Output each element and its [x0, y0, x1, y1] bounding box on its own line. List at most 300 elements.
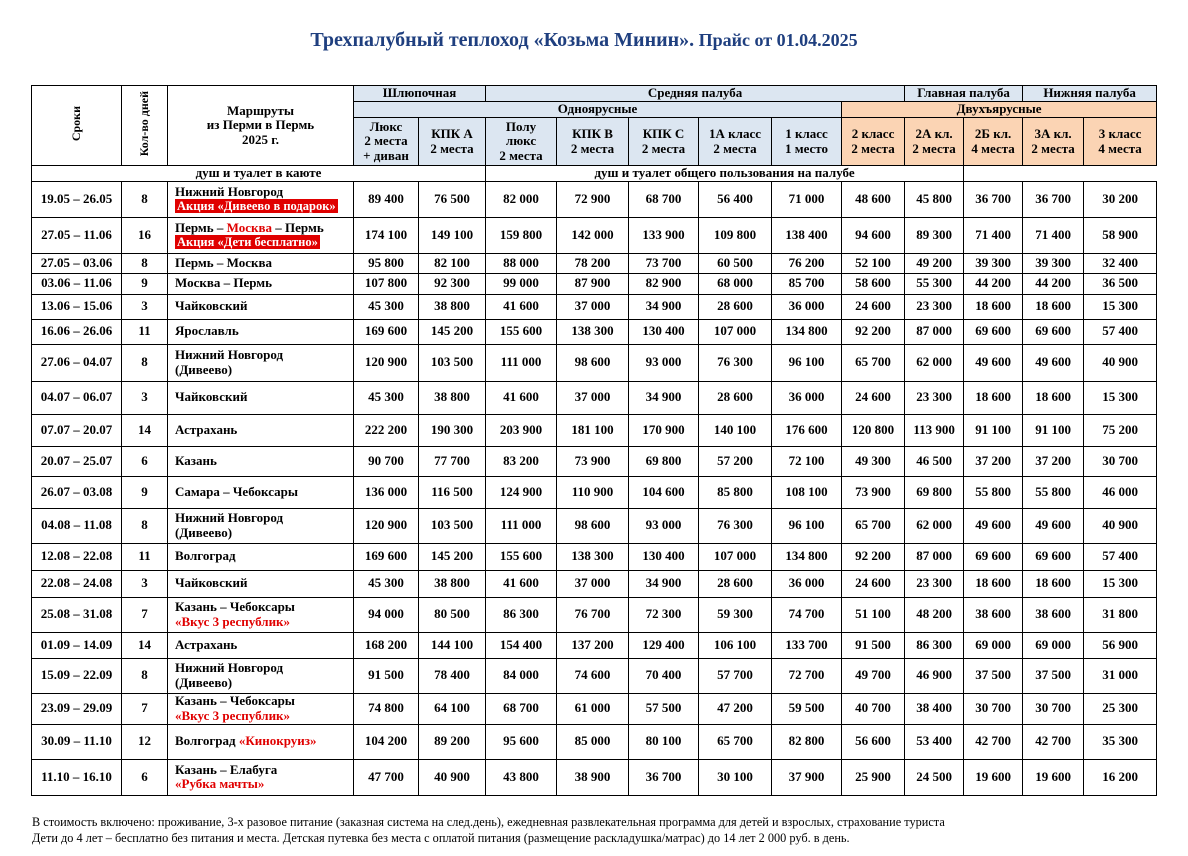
price-cell: 155 600 — [486, 319, 557, 344]
table-row — [32, 632, 1157, 658]
price-cell: 18 600 — [1023, 570, 1084, 597]
route-part: Астрахань — [175, 421, 238, 437]
price-cell: 49 600 — [1023, 508, 1084, 543]
note-line-1: В стоимость включено: проживание, 3-х разовое питание (заказная система на след.день), ежедневная развлекательная программа для детей и взрослых, страхование туриста — [32, 815, 945, 829]
price-table — [31, 85, 1157, 796]
cabin-header-line: 1 класс — [785, 125, 828, 141]
price-cell: 80 100 — [629, 724, 699, 759]
price-cell: 138 400 — [772, 217, 842, 253]
price-cell: 36 000 — [772, 294, 842, 319]
price-cell: 133 700 — [772, 632, 842, 658]
price-cell: 91 100 — [964, 414, 1023, 446]
price-cell: 71 000 — [772, 181, 842, 217]
price-cell: 92 200 — [842, 543, 905, 570]
cabin-header-line: 1А класс — [709, 125, 761, 141]
price-cell: 46 900 — [905, 658, 964, 693]
price-cell: 52 100 — [842, 253, 905, 273]
price-cell: 49 200 — [905, 253, 964, 273]
route-part: (Дивеево) — [175, 674, 233, 690]
cabin-header-line: 4 места — [1098, 140, 1142, 156]
price-cell: 170 900 — [629, 414, 699, 446]
cabin-header-line: КПК В — [572, 125, 613, 141]
row-days: 8 — [122, 344, 168, 381]
price-cell: 82 100 — [419, 253, 486, 273]
price-cell: 31 800 — [1084, 597, 1157, 632]
row-route — [168, 253, 354, 273]
price-cell: 124 900 — [486, 476, 557, 508]
price-cell: 37 000 — [557, 570, 629, 597]
header-days — [122, 86, 168, 166]
table-row — [32, 217, 1157, 253]
price-cell: 82 800 — [772, 724, 842, 759]
price-cell: 49 600 — [964, 508, 1023, 543]
price-cell: 72 900 — [557, 181, 629, 217]
price-cell: 47 700 — [354, 759, 419, 795]
price-cell: 18 600 — [1023, 294, 1084, 319]
route-part: – Пермь — [272, 219, 324, 235]
price-cell: 25 300 — [1084, 693, 1157, 724]
row-days: 8 — [122, 253, 168, 273]
note-line-2: Дети до 4 лет – бесплатно без питания и места. Детская путевка без места с оплатой питания (размещение раскладушка/матрас) до 14 лет 2 000 руб. в день. — [32, 831, 850, 845]
row-dates: 27.05 – 03.06 — [32, 253, 122, 273]
row-dates: 23.09 – 29.09 — [32, 693, 122, 724]
route-part: Нижний Новгород — [175, 347, 284, 362]
shower-cabin-label: душ и туалет в каюте — [32, 166, 486, 182]
price-cell: 68 000 — [699, 273, 772, 294]
price-cell: 77 700 — [419, 446, 486, 476]
table-row — [32, 476, 1157, 508]
price-cell: 134 800 — [772, 319, 842, 344]
cabin-header-5 — [699, 118, 772, 166]
price-cell: 68 700 — [629, 181, 699, 217]
table-row — [32, 414, 1157, 446]
title-date: Прайс от 01.04.2025 — [694, 30, 858, 50]
row-route — [168, 724, 354, 759]
price-cell: 106 100 — [699, 632, 772, 658]
price-cell: 23 300 — [905, 381, 964, 414]
header-route — [168, 86, 354, 166]
cabin-header-line: 2 места — [713, 140, 757, 156]
price-cell: 154 400 — [486, 632, 557, 658]
table-row — [32, 344, 1157, 381]
price-cell: 57 200 — [699, 446, 772, 476]
cabin-header-line: 2 места — [1031, 140, 1075, 156]
price-cell: 59 500 — [772, 693, 842, 724]
price-cell: 85 800 — [699, 476, 772, 508]
price-cell: 65 700 — [842, 344, 905, 381]
row-days: 14 — [122, 632, 168, 658]
price-cell: 37 000 — [557, 381, 629, 414]
price-cell: 108 100 — [772, 476, 842, 508]
price-cell: 38 800 — [419, 570, 486, 597]
price-cell: 55 800 — [1023, 476, 1084, 508]
row-days: 6 — [122, 759, 168, 795]
table-row — [32, 724, 1157, 759]
header-dates-label: Сроки — [68, 106, 83, 142]
price-cell: 145 200 — [419, 543, 486, 570]
price-cell: 40 900 — [1084, 508, 1157, 543]
row-dates: 26.07 – 03.08 — [32, 476, 122, 508]
price-cell: 99 000 — [486, 273, 557, 294]
row-dates: 25.08 – 31.08 — [32, 597, 122, 632]
row-route — [168, 632, 354, 658]
price-cell: 30 200 — [1084, 181, 1157, 217]
row-days: 6 — [122, 446, 168, 476]
price-cell: 82 900 — [629, 273, 699, 294]
price-cell: 42 700 — [1023, 724, 1084, 759]
price-cell: 16 200 — [1084, 759, 1157, 795]
row-days: 12 — [122, 724, 168, 759]
cabin-header-3 — [557, 118, 629, 166]
route-part: Волгоград — [175, 733, 239, 749]
row-days: 7 — [122, 693, 168, 724]
cabin-header-line: 1 место — [785, 140, 829, 156]
price-cell: 40 900 — [419, 759, 486, 795]
row-route — [168, 658, 354, 693]
route-part: Самара – Чебоксары — [175, 483, 298, 499]
price-cell: 37 500 — [964, 658, 1023, 693]
price-cell: 41 600 — [486, 294, 557, 319]
cabin-header-line: 2 места — [430, 140, 474, 156]
price-cell: 28 600 — [699, 381, 772, 414]
row-route — [168, 508, 354, 543]
price-cell: 34 900 — [629, 570, 699, 597]
route-part: Казань – Чебоксары — [175, 693, 295, 708]
row-dates: 03.06 – 11.06 — [32, 273, 122, 294]
price-cell: 47 200 — [699, 693, 772, 724]
header-dates — [32, 86, 122, 166]
price-cell: 86 300 — [905, 632, 964, 658]
price-cell: 174 100 — [354, 217, 419, 253]
price-cell: 28 600 — [699, 294, 772, 319]
price-cell: 38 800 — [419, 381, 486, 414]
price-cell: 129 400 — [629, 632, 699, 658]
price-cell: 93 000 — [629, 508, 699, 543]
row-days: 8 — [122, 181, 168, 217]
route-part: «Рубка мачты» — [175, 776, 265, 792]
price-cell: 44 200 — [964, 273, 1023, 294]
price-cell: 56 600 — [842, 724, 905, 759]
price-cell: 87 000 — [905, 319, 964, 344]
price-cell: 84 000 — [486, 658, 557, 693]
table-row — [32, 597, 1157, 632]
price-cell: 35 300 — [1084, 724, 1157, 759]
row-dates: 12.08 – 22.08 — [32, 543, 122, 570]
row-dates: 07.07 – 20.07 — [32, 414, 122, 446]
route-part: Пермь – Москва — [175, 254, 273, 270]
price-cell: 60 500 — [699, 253, 772, 273]
cabin-header-1 — [419, 118, 486, 166]
row-dates: 22.08 – 24.08 — [32, 570, 122, 597]
price-cell: 34 900 — [629, 294, 699, 319]
price-cell: 73 900 — [842, 476, 905, 508]
route-part: Чайковский — [175, 298, 248, 314]
deck-middle: Средняя палуба — [486, 86, 905, 102]
price-cell: 96 100 — [772, 508, 842, 543]
route-part: Волгоград — [175, 548, 236, 564]
price-cell: 69 600 — [1023, 319, 1084, 344]
row-dates: 16.06 – 26.06 — [32, 319, 122, 344]
price-cell: 28 600 — [699, 570, 772, 597]
route-part: Нижний Новгород — [175, 183, 284, 199]
price-cell: 42 700 — [964, 724, 1023, 759]
price-cell: 98 600 — [557, 508, 629, 543]
cabin-header-line: 2А кл. — [915, 125, 953, 141]
price-cell: 45 800 — [905, 181, 964, 217]
price-cell: 59 300 — [699, 597, 772, 632]
price-cell: 138 300 — [557, 543, 629, 570]
row-route — [168, 570, 354, 597]
price-cell: 83 200 — [486, 446, 557, 476]
price-cell: 95 800 — [354, 253, 419, 273]
shower-common-label: душ и туалет общего пользования на палубе — [486, 166, 964, 182]
price-cell: 76 300 — [699, 344, 772, 381]
route-part: «Вкус 3 республик» — [175, 707, 291, 723]
price-cell: 76 700 — [557, 597, 629, 632]
route-part: «Кинокруиз» — [238, 733, 317, 749]
row-dates: 15.09 – 22.09 — [32, 658, 122, 693]
row-days: 11 — [122, 319, 168, 344]
price-cell: 103 500 — [419, 508, 486, 543]
price-cell: 19 600 — [1023, 759, 1084, 795]
header-days-label: Кол-во дней — [136, 91, 151, 157]
price-cell: 37 900 — [772, 759, 842, 795]
price-cell: 91 100 — [1023, 414, 1084, 446]
price-cell: 133 900 — [629, 217, 699, 253]
price-cell: 169 600 — [354, 543, 419, 570]
row-dates: 04.07 – 06.07 — [32, 381, 122, 414]
price-cell: 69 600 — [964, 543, 1023, 570]
price-cell: 24 600 — [842, 381, 905, 414]
row-route — [168, 597, 354, 632]
price-cell: 96 100 — [772, 344, 842, 381]
price-cell: 82 000 — [486, 181, 557, 217]
row-route — [168, 181, 354, 217]
price-cell: 169 600 — [354, 319, 419, 344]
deck-lower: Нижняя палуба — [1023, 86, 1157, 102]
price-cell: 45 300 — [354, 381, 419, 414]
row-days: 9 — [122, 273, 168, 294]
table-row — [32, 273, 1157, 294]
route-part: Москва – Пермь — [175, 275, 273, 291]
price-cell: 104 200 — [354, 724, 419, 759]
price-cell: 76 200 — [772, 253, 842, 273]
cabin-header-7 — [842, 118, 905, 166]
price-cell: 30 700 — [1023, 693, 1084, 724]
cabin-header-line: 2 места — [912, 140, 956, 156]
price-cell: 15 300 — [1084, 294, 1157, 319]
row-days: 9 — [122, 476, 168, 508]
price-cell: 85 000 — [557, 724, 629, 759]
price-cell: 71 400 — [1023, 217, 1084, 253]
price-cell: 92 200 — [842, 319, 905, 344]
table-row — [32, 570, 1157, 597]
table-row — [32, 253, 1157, 273]
price-cell: 222 200 — [354, 414, 419, 446]
row-days: 8 — [122, 508, 168, 543]
title-main: Трехпалубный теплоход «Козьма Минин». — [310, 29, 695, 51]
price-cell: 76 300 — [699, 508, 772, 543]
price-cell: 24 500 — [905, 759, 964, 795]
row-dates: 30.09 – 11.10 — [32, 724, 122, 759]
price-cell: 76 500 — [419, 181, 486, 217]
price-cell: 40 900 — [1084, 344, 1157, 381]
price-cell: 159 800 — [486, 217, 557, 253]
price-cell: 36 000 — [772, 570, 842, 597]
table-row — [32, 543, 1157, 570]
price-cell: 38 800 — [419, 294, 486, 319]
price-cell: 181 100 — [557, 414, 629, 446]
price-cell: 144 100 — [419, 632, 486, 658]
row-route — [168, 344, 354, 381]
price-cell: 70 400 — [629, 658, 699, 693]
double-tier-header: Двухъярусные — [842, 102, 1157, 118]
price-cell: 90 700 — [354, 446, 419, 476]
price-cell: 155 600 — [486, 543, 557, 570]
row-days: 11 — [122, 543, 168, 570]
route-part: Нижний Новгород — [175, 660, 284, 675]
price-cell: 40 700 — [842, 693, 905, 724]
price-cell: 61 000 — [557, 693, 629, 724]
price-cell: 69 600 — [964, 319, 1023, 344]
price-cell: 37 200 — [964, 446, 1023, 476]
price-cell: 72 300 — [629, 597, 699, 632]
cabin-header-10 — [1023, 118, 1084, 166]
price-cell: 110 900 — [557, 476, 629, 508]
price-cell: 120 900 — [354, 508, 419, 543]
row-route — [168, 273, 354, 294]
cabin-header-line: Полу — [505, 118, 537, 134]
price-cell: 30 700 — [1084, 446, 1157, 476]
price-cell: 78 400 — [419, 658, 486, 693]
price-cell: 93 000 — [629, 344, 699, 381]
price-cell: 120 800 — [842, 414, 905, 446]
row-route — [168, 693, 354, 724]
price-cell: 23 300 — [905, 570, 964, 597]
cabin-header-line: 3 класс — [1098, 125, 1142, 141]
notes — [32, 814, 945, 846]
price-cell: 89 400 — [354, 181, 419, 217]
price-cell: 72 700 — [772, 658, 842, 693]
price-cell: 69 000 — [964, 632, 1023, 658]
price-cell: 91 500 — [842, 632, 905, 658]
price-cell: 87 900 — [557, 273, 629, 294]
table-row — [32, 181, 1157, 217]
table-row — [32, 294, 1157, 319]
price-cell: 57 700 — [699, 658, 772, 693]
price-cell: 18 600 — [964, 294, 1023, 319]
price-cell: 30 100 — [699, 759, 772, 795]
price-cell: 62 000 — [905, 508, 964, 543]
row-dates: 19.05 – 26.05 — [32, 181, 122, 217]
price-cell: 138 300 — [557, 319, 629, 344]
route-part: Пермь – — [175, 219, 227, 235]
table-row — [32, 381, 1157, 414]
price-cell: 109 800 — [699, 217, 772, 253]
cabin-header-line: 4 места — [971, 140, 1015, 156]
route-part: Казань – Елабуга — [175, 761, 278, 777]
price-cell: 95 600 — [486, 724, 557, 759]
price-cell: 30 700 — [964, 693, 1023, 724]
table-row — [32, 693, 1157, 724]
price-cell: 55 800 — [964, 476, 1023, 508]
price-cell: 57 400 — [1084, 543, 1157, 570]
table-row — [32, 446, 1157, 476]
cabin-header-0 — [354, 118, 419, 166]
price-cell: 107 800 — [354, 273, 419, 294]
price-cell: 58 600 — [842, 273, 905, 294]
price-cell: 145 200 — [419, 319, 486, 344]
route-part: (Дивеево) — [175, 524, 233, 540]
price-cell: 137 200 — [557, 632, 629, 658]
deck-boat: Шлюпочная — [354, 86, 486, 102]
cabin-header-9 — [964, 118, 1023, 166]
price-cell: 88 000 — [486, 253, 557, 273]
row-route — [168, 759, 354, 795]
price-cell: 49 600 — [1023, 344, 1084, 381]
price-cell: 113 900 — [905, 414, 964, 446]
price-cell: 37 200 — [1023, 446, 1084, 476]
price-cell: 64 100 — [419, 693, 486, 724]
price-cell: 24 600 — [842, 570, 905, 597]
row-dates: 27.05 – 11.06 — [32, 217, 122, 253]
price-cell: 57 500 — [629, 693, 699, 724]
route-part: Казань — [175, 452, 217, 468]
price-cell: 134 800 — [772, 543, 842, 570]
price-cell: 56 400 — [699, 181, 772, 217]
price-cell: 89 200 — [419, 724, 486, 759]
cabin-header-6 — [772, 118, 842, 166]
price-cell: 107 000 — [699, 319, 772, 344]
price-cell: 116 500 — [419, 476, 486, 508]
row-route — [168, 217, 354, 253]
route-part: (Дивеево) — [175, 361, 233, 377]
price-cell: 34 900 — [629, 381, 699, 414]
price-cell: 15 300 — [1084, 381, 1157, 414]
price-cell: 41 600 — [486, 381, 557, 414]
cabin-header-11 — [1084, 118, 1157, 166]
price-cell: 25 900 — [842, 759, 905, 795]
price-cell: 87 000 — [905, 543, 964, 570]
price-cell: 120 900 — [354, 344, 419, 381]
table-row — [32, 658, 1157, 693]
route-part: Чайковский — [175, 389, 248, 405]
price-cell: 73 700 — [629, 253, 699, 273]
price-cell: 36 500 — [1084, 273, 1157, 294]
price-cell: 89 300 — [905, 217, 964, 253]
price-cell: 80 500 — [419, 597, 486, 632]
price-cell: 140 100 — [699, 414, 772, 446]
price-cell: 74 700 — [772, 597, 842, 632]
price-cell: 71 400 — [964, 217, 1023, 253]
price-cell: 51 100 — [842, 597, 905, 632]
price-cell: 203 900 — [486, 414, 557, 446]
row-dates: 20.07 – 25.07 — [32, 446, 122, 476]
cabin-header-line: КПК А — [431, 125, 473, 141]
route-part: Москва — [226, 219, 273, 235]
table-row — [32, 759, 1157, 795]
row-route — [168, 294, 354, 319]
price-cell: 37 500 — [1023, 658, 1084, 693]
price-cell: 98 600 — [557, 344, 629, 381]
route-part: Астрахань — [175, 636, 238, 652]
cabin-header-8 — [905, 118, 964, 166]
cabin-header-line: 2 места — [851, 140, 895, 156]
row-route — [168, 414, 354, 446]
row-dates: 01.09 – 14.09 — [32, 632, 122, 658]
price-cell: 130 400 — [629, 543, 699, 570]
price-cell: 49 600 — [964, 344, 1023, 381]
